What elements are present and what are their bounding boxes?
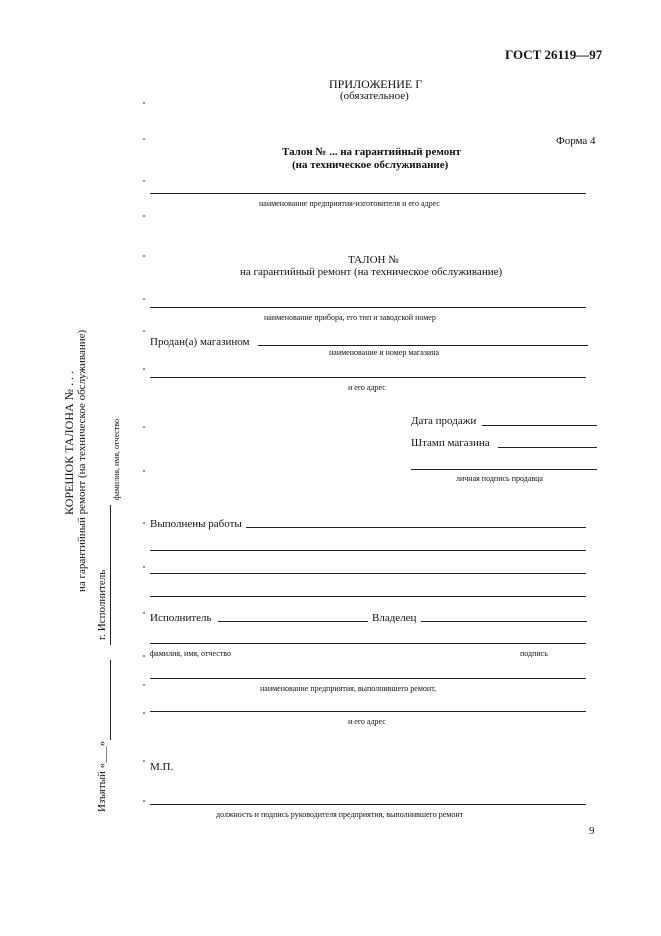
work-line-2[interactable] (150, 550, 586, 551)
store-address-line[interactable] (150, 377, 586, 378)
owner-label: Владелец (372, 612, 417, 624)
store-address-caption: и его адрес (348, 383, 386, 392)
stub-title: КОРЕШОК ТАЛОНА № . . . (62, 370, 76, 515)
repair-address-caption: и его адрес (348, 717, 386, 726)
perforation-mark (143, 655, 145, 657)
stub-subtitle: на гарантийный ремонт (на техническое обслуживание) (76, 329, 88, 592)
perforation-mark (143, 298, 145, 300)
manufacturer-caption: наименование предприятия-изготовителя и его адрес (259, 199, 440, 208)
sold-label: Продан(а) магазином (150, 336, 250, 348)
form-label: Форма 4 (556, 135, 596, 147)
store-caption: наименование и номер магазина (329, 348, 440, 357)
stub-date-line[interactable] (110, 660, 111, 740)
page-number: 9 (589, 825, 595, 837)
stub-fio-line[interactable] (110, 505, 111, 645)
manufacturer-line (150, 193, 586, 194)
perforation-mark (143, 368, 145, 370)
heading-line1: Талон № ... на гарантийный ремонт (282, 146, 461, 158)
perforation-mark (143, 255, 145, 257)
stub-year-executor: г. Исполнитель (96, 569, 108, 640)
work-line-4[interactable] (150, 596, 586, 597)
work-done-label: Выполнены работы (150, 518, 242, 530)
perforation-mark (143, 712, 145, 714)
perforation-mark (143, 566, 145, 568)
executor-label: Исполнитель (150, 612, 212, 624)
stamp-label: Штамп магазина (411, 437, 490, 449)
perforation-mark (143, 800, 145, 802)
perforation-mark (143, 330, 145, 332)
seal-label: М.П. (150, 761, 174, 773)
fio-caption: фамилия, имя, отчество (150, 649, 231, 658)
signature-caption: подпись (520, 649, 548, 658)
perforation-mark (143, 102, 145, 104)
repair-address-line[interactable] (150, 711, 586, 712)
perforation-mark (143, 138, 145, 140)
perforation-mark (143, 760, 145, 762)
device-caption: наименование прибора, его тип и заводской номер (264, 313, 436, 322)
executor-line[interactable] (218, 621, 368, 622)
director-line[interactable] (150, 804, 586, 805)
talon-subtitle: на гарантийный ремонт (на техническое обслуживание) (240, 266, 503, 278)
stub-fio: фамилия, имя, отчество (112, 419, 121, 500)
perforation-mark (143, 522, 145, 524)
fio-signature-line[interactable] (150, 643, 586, 644)
appendix-subtitle: (обязательное) (340, 90, 409, 102)
heading-line2: (на техническое обслуживание) (292, 159, 449, 171)
sale-date-label: Дата продажи (411, 415, 477, 427)
perforation-mark (143, 612, 145, 614)
perforation-mark (143, 426, 145, 428)
seller-signature-caption: личная подпись продавца (456, 474, 543, 483)
stamp-line[interactable] (498, 447, 597, 448)
owner-line[interactable] (421, 621, 587, 622)
sale-date-line[interactable] (482, 425, 597, 426)
talon-title: ТАЛОН № (348, 254, 399, 266)
repair-company-caption: наименование предприятия, выполнившего ремонт, (260, 684, 437, 693)
perforation-mark (143, 215, 145, 217)
perforation-mark (143, 470, 145, 472)
repair-company-line[interactable] (150, 678, 586, 679)
director-caption: должность и подпись руководителя предприятия, выполнившего ремонт (216, 810, 464, 819)
store-line[interactable] (258, 345, 588, 346)
appendix-title: ПРИЛОЖЕНИЕ Г (329, 77, 423, 91)
gost-header: ГОСТ 26119—97 (505, 47, 603, 62)
perforation-mark (143, 684, 145, 686)
perforation-mark (143, 180, 145, 182)
work-line-3[interactable] (150, 573, 586, 574)
seller-signature-line[interactable] (411, 469, 597, 470)
stub-withdrawn: Изъятый «___» (96, 740, 108, 812)
work-line-1[interactable] (246, 527, 586, 528)
device-line (150, 307, 586, 308)
